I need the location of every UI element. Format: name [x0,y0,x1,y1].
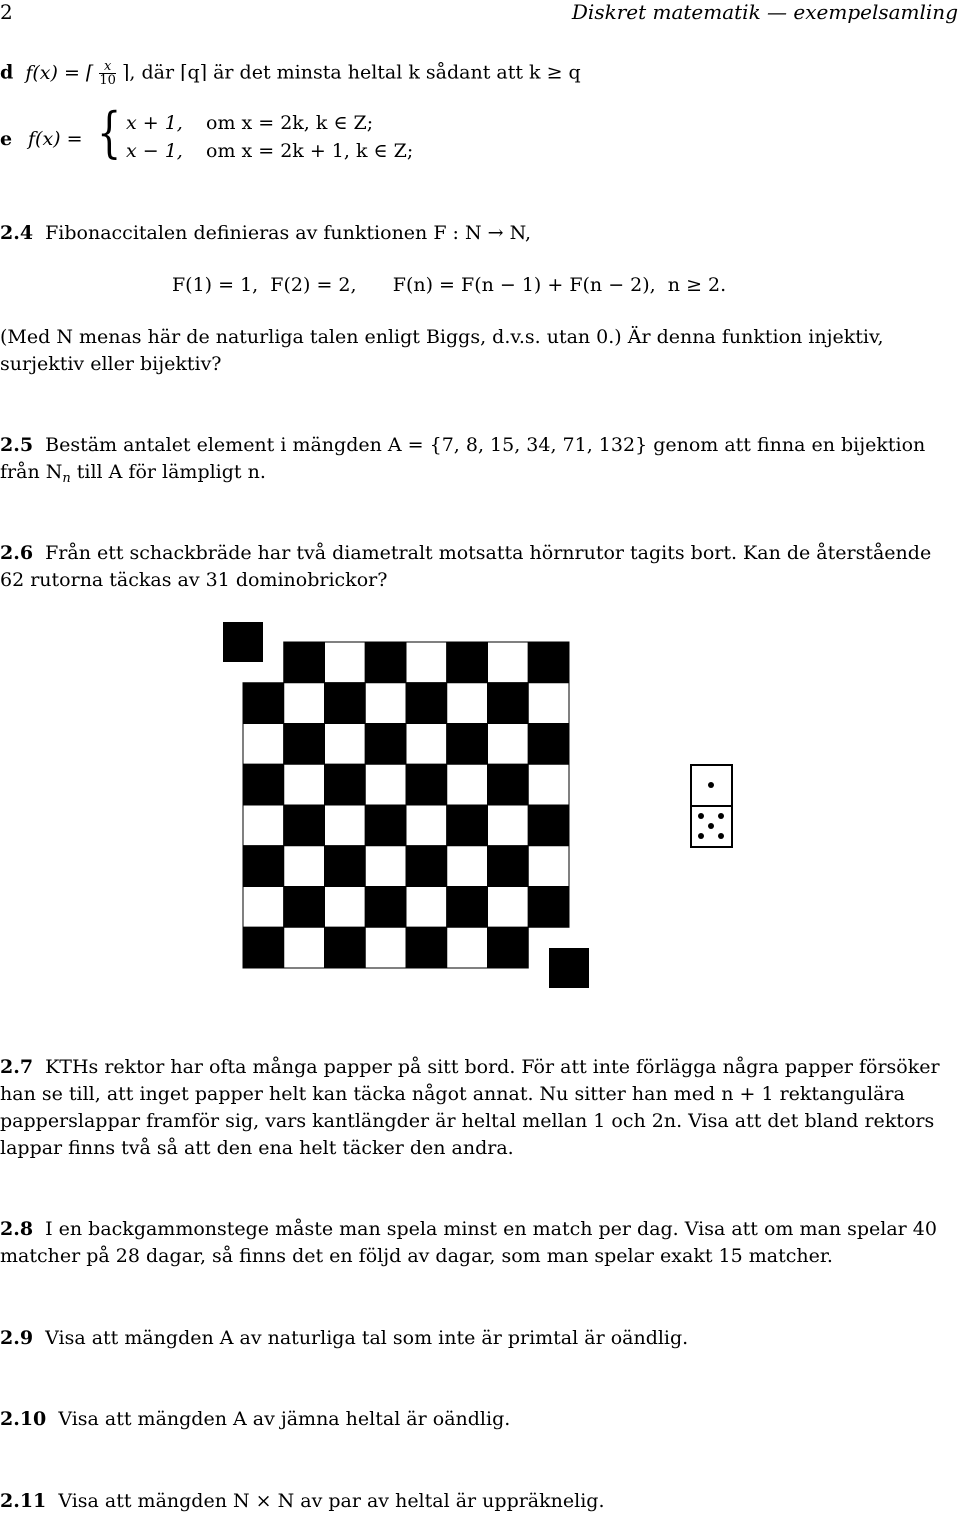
board-square [284,642,325,683]
board-square [447,805,488,846]
domino-icon [691,765,732,847]
board-square [488,724,529,765]
board-square [365,887,406,928]
item-d-rest: ⌉, där ⌈q⌉ är det minsta heltal k sådant att k ≥ q [121,61,581,84]
removed-corner-square-top [223,622,263,662]
problem-2-9 [0,1325,960,1352]
board-square [284,927,325,968]
board-square [325,683,366,724]
problem-2-4-intro: Fibonaccitalen definieras av funktionen F : N → N, [45,222,532,244]
item-d-frac-num: x [99,60,116,74]
board-square [365,642,406,683]
problem-2-7-line1: KTHs rektor har ofta många papper på sitt bord. För att inte förlägga några papper försöker [45,1056,940,1078]
board-square [447,927,488,968]
item-d-label: d [0,61,14,84]
board-square [325,764,366,805]
problem-2-5-line2 [0,459,960,492]
problem-2-5-line1: Bestäm antalet element i mängden A = {7, 8, 15, 34, 71, 132} genom att finna en bijektion [45,434,926,456]
board-square [325,805,366,846]
item-d-lhs: f(x) = ⌈ [25,61,94,84]
board-square [528,642,569,683]
board-square [243,764,284,805]
problem-2-7-line3: papperslappar framför sig, vars kantlängder är heltal mellan 1 och 2n. Visa att det bland rektors [0,1110,935,1132]
board-square [284,683,325,724]
board-square [406,805,447,846]
board-square [406,724,447,765]
problem-number: 2.8 [0,1218,34,1240]
problem-2-7 [0,1054,960,1081]
board-square [325,927,366,968]
board-square [447,887,488,928]
board-square [284,764,325,805]
item-e-label: e [0,128,13,150]
problem-2-4-line2: surjektiv eller bijektiv? [0,353,222,375]
board-square [528,764,569,805]
problem-number: 2.11 [0,1490,47,1512]
item-d-frac-den: 10 [99,73,116,88]
problem-number: 2.5 [0,434,34,456]
problem-2-7-line4: lappar finns två så att den ena helt täcker den andra. [0,1137,514,1159]
board-square [243,927,284,968]
item-e-case2-cond: om x = 2k + 1, k ∈ Z; [206,140,414,162]
board-square [284,805,325,846]
board-square [284,724,325,765]
board-square [447,683,488,724]
problem-number: 2.9 [0,1327,34,1349]
board-square [406,642,447,683]
problem-2-11 [0,1488,960,1515]
problem-2-6-line2: 62 rutorna täckas av 31 dominobrickor? [0,569,388,591]
problem-2-7-line2: han se till, att inget papper helt kan täcka något annat. Nu sitter han med n + 1 rektangulära [0,1083,905,1105]
board-square [528,846,569,887]
problem-number: 2.10 [0,1408,47,1430]
problem-2-6 [0,540,960,567]
problem-2-10-text: Visa att mängden A av jämna heltal är oändlig. [58,1408,511,1430]
problem-number: 2.7 [0,1056,34,1078]
fibonacci-formula: F(1) = 1, F(2) = 2, F(n) = F(n − 1) + F(n − 2), n ≥ 2. [172,274,727,296]
removed-corner-square-bottom [549,948,589,988]
board-square [447,724,488,765]
problem-2-8-line2: matcher på 28 dagar, så finns det en följd av dagar, som man spelar exakt 15 matcher. [0,1245,833,1267]
board-square [365,764,406,805]
problem-number: 2.6 [0,542,34,564]
item-e [0,101,500,170]
item-d-fraction [99,60,116,87]
board-square [488,764,529,805]
board-square [488,846,529,887]
board-square [325,846,366,887]
board-square [488,927,529,968]
problem-2-10 [0,1406,960,1433]
item-d [0,60,581,87]
board-square [406,846,447,887]
board-square [325,887,366,928]
board-square [488,887,529,928]
board-square [243,805,284,846]
problem-2-9-text: Visa att mängden A av naturliga tal som inte är primtal är oändlig. [45,1327,689,1349]
problem-number: 2.4 [0,222,34,244]
item-e-lhs: f(x) = [28,128,83,150]
board-square [488,642,529,683]
running-title: Diskret matematik — exempelsamling [571,0,958,24]
board-square [406,683,447,724]
problem-2-6-line1: Från ett schackbräde har två diametralt motsatta hörnrutor tagits bort. Kan de återstående [45,542,932,564]
item-e-case1-expr: x + 1, [126,112,183,134]
problem-2-5-line2-a: från N [0,461,63,483]
board-square [528,805,569,846]
left-brace-icon: { [97,101,122,164]
board-square [447,764,488,805]
board-square [243,724,284,765]
board-square [325,724,366,765]
problem-2-5 [0,432,960,459]
board-square [488,805,529,846]
board-square [406,764,447,805]
chessboard [243,642,569,968]
item-e-case1-cond: om x = 2k, k ∈ Z; [206,112,374,134]
board-square [528,887,569,928]
board-square [488,683,529,724]
board-square [447,642,488,683]
problem-2-11-text: Visa att mängden N × N av par av heltal är uppräknelig. [58,1490,605,1512]
board-square [406,927,447,968]
board-square [365,846,406,887]
board-square [365,724,406,765]
board-square [528,724,569,765]
board-square [447,846,488,887]
board-square [365,683,406,724]
board-square [365,927,406,968]
problem-2-8 [0,1216,960,1243]
board-square [406,887,447,928]
problem-2-5-line2-b: till A för lämpligt n. [70,461,266,483]
problem-2-8-line1: I en backgammonstege måste man spela minst en match per dag. Visa att om man spelar 40 [45,1218,937,1240]
item-e-case2-expr: x − 1, [126,140,183,162]
problem-2-4-line1: (Med N menas här de naturliga talen enligt Biggs, d.v.s. utan 0.) Är denna funktion injektiv, [0,326,884,348]
board-square [243,846,284,887]
board-square [284,846,325,887]
board-square [325,642,366,683]
board-square [528,683,569,724]
board-square [365,805,406,846]
board-square [243,683,284,724]
problem-2-4 [0,220,960,247]
subscript-n: n [62,471,71,486]
board-square [284,887,325,928]
page-number: 2 [0,0,13,24]
board-square [243,887,284,928]
chessboard-figure [0,610,960,1010]
